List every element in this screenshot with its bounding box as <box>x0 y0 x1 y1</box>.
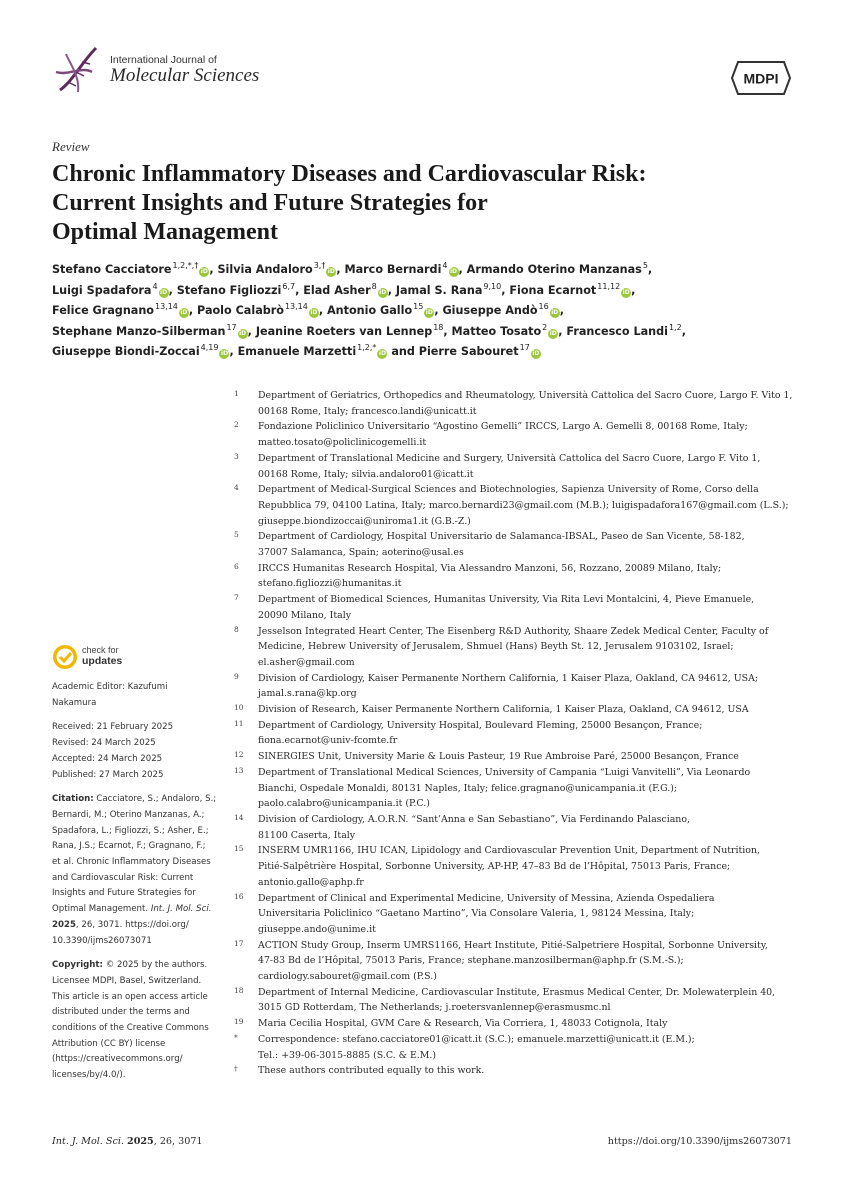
author-name[interactable] <box>303 281 387 297</box>
published-date: Published: 27 March 2025 <box>52 769 164 780</box>
orcid-icon[interactable]: iD <box>310 309 318 316</box>
author-name-text: Fiona Ecarnot <box>509 283 597 297</box>
orcid-icon[interactable]: iD <box>220 350 228 357</box>
footer-volume: , 26, 3071 <box>153 1136 203 1147</box>
author-affiliation-marker: 13,14 <box>154 302 178 311</box>
author-name[interactable] <box>395 281 502 297</box>
affiliation-line: Department of Biomedical Sciences, Humanitas University, Via Rita Levi Montalcini, 4, Pieve Emanuele, <box>258 594 755 606</box>
author-line: Stephane Manzo-Silberman$^{17}$iD, Jeanine Roeters van Lennep$^{18}$, Matteo Tosato$^2$iD, Francesco Landi$^{1,2}$, <box>52 322 686 338</box>
mdpi-logo <box>730 58 792 98</box>
affiliation-number: 9 <box>234 671 239 681</box>
affiliation-line: matteo.tosato@policlinicogemelli.it <box>258 437 427 449</box>
author-name[interactable] <box>327 304 434 317</box>
author-name[interactable] <box>566 322 682 338</box>
affiliation-line: 00168 Rome, Italy; francesco.landi@unicatt.it <box>258 405 477 417</box>
affiliation-line: Universitaria Policlinico “Gaetano Martino”, Via Consolare Valeria, 1, 98124 Messina, Italy; <box>258 908 695 920</box>
affiliation-item <box>234 419 804 450</box>
affiliation-number: 5 <box>234 530 239 540</box>
affiliation-line: jamal.s.rana@kp.org <box>258 688 357 700</box>
affiliation-line: Correspondence: stefano.cacciatore01@icatt.it (S.C.); emanuele.marzetti@unicatt.it (E.M.); <box>258 1033 695 1045</box>
author-affiliation-marker: 16 <box>538 302 549 311</box>
license-link[interactable]: licenses/by/4.0/). <box>52 1070 126 1081</box>
affiliation-line: 81100 Caserta, Italy <box>258 829 356 841</box>
author-name-text: Stefano Cacciatore <box>52 263 172 276</box>
copyright-line: This article is an open access article <box>52 991 208 1002</box>
citation-line: Bernardi, M.; Oterino Manzanas, A.; <box>52 809 205 820</box>
author-name[interactable] <box>451 322 559 338</box>
affiliation-line: 20090 Milano, Italy <box>258 609 351 621</box>
affiliation-line: Repubblica 79, 04100 Latina, Italy; marco.bernardi23@gmail.com (M.B.); luigispadafora167@gmail.com (L.S.); <box>258 499 789 511</box>
affiliation-line: Department of Medical-Surgical Sciences and Biotechnologies, Sapienza University of Rome, Corso della <box>258 484 759 496</box>
dna-helix-icon <box>52 42 104 96</box>
author-affiliation-marker: 1,2 <box>668 322 682 332</box>
title-line: Current Insights and Future Strategies for <box>52 190 488 216</box>
author-affiliation-marker: 4,19 <box>200 343 219 352</box>
affiliation-item <box>234 1063 804 1079</box>
affiliation-item <box>234 938 804 985</box>
affiliation-number: * <box>234 1032 238 1042</box>
copyright-label: Copyright: <box>52 960 103 971</box>
affiliation-item <box>234 985 804 1016</box>
citation-line: Insights and Future Strategies for <box>52 888 196 899</box>
affiliation-line: 47-83 Bd de l’Hôpital, 75013 Paris, France; stephane.manzosilberman@aphp.fr (S.M.-S.); <box>258 955 684 967</box>
orcid-icon[interactable]: iD <box>180 309 188 316</box>
author-name-text: Pierre Sabouret <box>418 345 519 358</box>
orcid-icon[interactable]: iD <box>327 268 335 275</box>
publisher-name: MDPI <box>743 70 779 87</box>
affiliation-line: Department of Cardiology, University Hospital, Boulevard Fleming, 25000 Besançon, France; <box>258 719 703 731</box>
copyright-line: distributed under the terms and <box>52 1007 190 1018</box>
affiliation-number: 2 <box>234 420 239 430</box>
affiliation-line: Department of Cardiology, Hospital Universitario de Salamanca-IBSAL, Paseo de San Vicente, 58-182, <box>258 531 745 543</box>
affiliation-line: Division of Cardiology, A.O.R.N. “Sant’Anna e San Sebastiano”, Via Ferdinando Palasciano, <box>258 813 690 825</box>
author-name[interactable] <box>442 304 559 317</box>
author-name[interactable] <box>509 281 631 297</box>
affiliation-number: 14 <box>234 812 244 822</box>
orcid-icon[interactable]: iD <box>160 288 168 296</box>
affiliation-number: 18 <box>234 985 244 995</box>
affiliation-text <box>258 718 804 749</box>
affiliation-line: Department of Clinical and Experimental Medicine, University of Messina, Azienda Ospedaliera <box>258 892 715 904</box>
affiliation-line: fiona.ecarnot@univ-fcomte.fr <box>258 735 398 747</box>
article-title <box>52 160 672 247</box>
affiliation-number: 19 <box>234 1017 244 1027</box>
affiliation-text <box>258 765 804 812</box>
check-updates-text <box>82 645 122 667</box>
affiliation-text <box>258 419 804 450</box>
affiliation-text <box>258 592 804 623</box>
affiliation-text <box>258 482 804 529</box>
affiliation-number: 13 <box>234 765 244 775</box>
license-link[interactable]: (https://creativecommons.org/ <box>52 1054 183 1065</box>
author-affiliation-marker: 17 <box>226 322 237 332</box>
check-for-updates-button[interactable] <box>52 642 227 674</box>
article-info-sidebar <box>52 642 227 1093</box>
affiliation-text <box>258 749 804 765</box>
affiliation-text <box>258 624 804 671</box>
affiliation-line: Division of Cardiology, Kaiser Permanente Northern California, 1 Kaiser Plaza, Oakland, CA 94612, USA; <box>258 672 759 684</box>
author-affiliation-marker: 9,10 <box>483 281 502 291</box>
author-name-text: Emanuele Marzetti <box>237 345 357 358</box>
affiliation-number: 7 <box>234 593 239 603</box>
citation-text: Cacciatore, S.; Andaloro, S.; <box>93 794 217 805</box>
received-date: Received: 21 February 2025 <box>52 722 174 733</box>
affiliation-item <box>234 812 804 843</box>
author-line: Felice Gragnano$^{13,14}$iD, Paolo Calabrò$^{13,14}$iD, Antonio Gallo$^{15}$iD, Giuseppe Andò$^{16}$iD, <box>52 302 564 317</box>
citation-line: and Cardiovascular Risk: Current <box>52 872 194 883</box>
journal-line-1: International Journal of <box>110 54 217 66</box>
affiliation-item <box>234 1032 804 1063</box>
author-name-text: Francesco Landi <box>566 324 668 338</box>
author-name-text: Antonio Gallo <box>327 304 413 317</box>
author-affiliation-marker: 13,14 <box>284 302 308 311</box>
affiliation-text <box>258 812 804 843</box>
author-name[interactable] <box>197 304 319 317</box>
author-name[interactable] <box>52 281 169 297</box>
affiliation-line: Department of Geriatrics, Orthopedics and Rheumatology, Università Cattolica del Sacro Cuore, Largo F. Vito 1, <box>258 390 793 401</box>
citation-year: 2025 <box>52 919 76 930</box>
author-affiliation-marker: 15 <box>413 302 424 311</box>
accepted-date: Accepted: 24 March 2025 <box>52 753 163 764</box>
author-line: Stefano Cacciatore$^{1,2,*,\dagger}$iD, Silvia Andaloro$^{3,\dagger}$iD, Marco Bernardi$^4$iD, Armando Oterino Manzanas$^5$, <box>52 261 653 276</box>
author-list <box>52 260 792 363</box>
affiliation-text <box>258 702 804 718</box>
affiliation-item <box>234 891 804 938</box>
author-name[interactable] <box>176 281 296 297</box>
author-name[interactable] <box>419 345 541 358</box>
affiliation-line: 00168 Rome, Italy; silvia.andaloro01@icatt.it <box>258 468 474 480</box>
affiliation-line: Division of Research, Kaiser Permanente Northern California, 1 Kaiser Plaza, Oakland, CA 94612, USA <box>258 704 749 716</box>
author-affiliation-marker: 4 <box>152 281 158 291</box>
author-name[interactable] <box>238 345 388 358</box>
citation-block <box>52 792 227 949</box>
author-name-text: Giuseppe Biondi-Zoccai <box>52 345 200 358</box>
affiliation-item <box>234 561 804 592</box>
affiliation-line: Fondazione Policlinico Universitario “Agostino Gemelli” IRCCS, Largo A. Gemelli 8, 00168 Rome, Italy; <box>258 421 748 433</box>
check-line-2: updates <box>82 655 123 667</box>
affiliation-line: el.asher@gmail.com <box>258 656 355 668</box>
author-name-text: Paolo Calabrò <box>197 304 284 317</box>
author-line: Luigi Spadafora$^4$iD, Stefano Figliozzi$^{6,7}$, Elad Asher$^8$iD, Jamal S. Rana$^{9,10}$, Fiona Ecarnot$^{11,12}$iD, <box>52 281 636 297</box>
affiliation-line: cardiology.sabouret@gmail.com (P.S.) <box>258 971 437 983</box>
citation-doi-link[interactable]: 10.3390/ijms26073071 <box>52 935 152 946</box>
affiliation-text <box>258 529 804 560</box>
title-line: Optimal Management <box>52 219 278 245</box>
orcid-icon[interactable]: iD <box>425 309 433 316</box>
affiliation-line: Tel.: +39-06-3015-8885 (S.C. & E.M.) <box>258 1049 437 1061</box>
affiliation-line: Department of Internal Medicine, Cardiovascular Institute, Erasmus Medical Center, Dr. Molewaterplein 40, <box>258 986 776 998</box>
author-affiliation-marker: 1,2,* <box>357 343 377 352</box>
author-name-text: Marco Bernardi <box>344 263 442 276</box>
affiliation-number: 4 <box>234 483 239 493</box>
author-name-text: Jamal S. Rana <box>395 283 483 297</box>
affiliation-text <box>258 671 804 702</box>
affiliation-line: INSERM UMR1166, IHU ICAN, Lipidology and Cardiovascular Prevention Unit, Department of Nutrition, <box>258 845 760 857</box>
author-affiliation-marker: 1,2,*,† <box>172 261 199 270</box>
affiliation-item <box>234 1016 804 1032</box>
affiliation-text <box>258 938 804 985</box>
affiliation-text <box>258 561 804 592</box>
affiliation-text <box>258 388 804 419</box>
check-line-1: check for <box>82 645 119 655</box>
orcid-icon[interactable]: iD <box>549 329 557 337</box>
journal-header <box>52 38 792 102</box>
affiliation-line: paolo.calabro@unicampania.it (P.C.) <box>258 798 430 810</box>
orcid-icon[interactable]: iD <box>449 268 458 275</box>
affiliation-item <box>234 843 804 890</box>
affiliation-number: 10 <box>234 703 244 713</box>
affiliation-item <box>234 702 804 718</box>
affiliation-number: 1 <box>234 389 239 398</box>
orcid-icon[interactable]: iD <box>239 329 247 337</box>
affiliation-number: 17 <box>234 938 244 948</box>
citation-label: Citation: <box>52 794 94 805</box>
editor-line: Academic Editor: Kazufumi <box>52 682 168 692</box>
affiliation-line: Medicine, Hebrew University of Jerusalem, Shmuel (Hans) Beyth St. 12, Jerusalem 9103102, Israel; <box>258 641 734 653</box>
affiliation-item <box>234 671 804 702</box>
copyright-text: © 2025 by the authors. <box>102 960 208 971</box>
affiliation-line: SINERGIES Unit, University Marie & Louis Pasteur, 19 Rue Ambroise Paré, 25000 Besançon, France <box>258 751 739 763</box>
author-affiliation-marker: 6,7 <box>282 281 296 291</box>
copyright-block <box>52 958 227 1084</box>
orcid-icon[interactable]: iD <box>378 350 386 357</box>
author-name[interactable] <box>52 345 229 358</box>
author-affiliation-marker: 8 <box>371 281 377 291</box>
citation-line: Rana, J.S.; Ecarnot, F.; Gragnano, F.; <box>52 841 206 852</box>
citation-volume: , 26, 3071. <box>75 919 123 930</box>
citation-line: et al. Chronic Inflammatory Diseases <box>52 857 211 868</box>
copyright-line: Licensee MDPI, Basel, Switzerland. <box>52 975 202 986</box>
affiliation-line: Jesselson Integrated Heart Center, The Eisenberg R&D Authority, Shaare Zedek Medical Center, Faculty of <box>258 625 769 637</box>
author-name-text: Stephane Manzo-Silberman <box>52 324 226 338</box>
journal-name <box>110 54 259 87</box>
author-name-text: Luigi Spadafora <box>52 283 152 297</box>
academic-editor <box>52 680 227 711</box>
author-name-text: Silvia Andaloro <box>217 263 313 276</box>
author-name-text: Matteo Tosato <box>451 324 542 338</box>
affiliation-text <box>258 451 804 482</box>
affiliation-number: 3 <box>234 451 239 461</box>
author-name-text: Giuseppe Andò <box>442 304 538 317</box>
citation-journal: Int. J. Mol. Sci. <box>150 904 212 915</box>
citation-text: Optimal Management. <box>52 904 149 915</box>
author-name-text: Jeanine Roeters van Lennep <box>255 324 433 338</box>
author-affiliation-marker: 2 <box>542 322 548 332</box>
affiliations-list <box>234 388 804 1079</box>
affiliation-line: stefano.figliozzi@humanitas.it <box>258 578 402 590</box>
orcid-icon[interactable]: iD <box>379 288 387 296</box>
author-affiliation-marker: 5 <box>642 261 648 270</box>
author-name-text: Stefano Figliozzi <box>176 283 282 297</box>
author-name[interactable] <box>467 263 648 276</box>
affiliation-text <box>258 985 804 1016</box>
affiliation-item <box>234 749 804 765</box>
affiliation-item <box>234 624 804 671</box>
affiliation-text <box>258 891 804 938</box>
affiliation-text <box>258 1032 804 1063</box>
affiliation-line: Department of Translational Medicine and Surgery, Università Cattolica del Sacro Cuore, Largo F. Vito 1, <box>258 452 761 464</box>
article-dates <box>52 720 227 783</box>
copyright-line: Attribution (CC BY) license <box>52 1038 166 1049</box>
orcid-icon[interactable]: iD <box>200 268 208 275</box>
revised-date: Revised: 24 March 2025 <box>52 738 156 749</box>
copyright-line: conditions of the Creative Commons <box>52 1023 209 1034</box>
affiliation-text <box>258 843 804 890</box>
footer-citation <box>52 1136 203 1147</box>
affiliation-item <box>234 451 804 482</box>
author-affiliation-marker: 17 <box>519 343 530 352</box>
affiliation-item <box>234 529 804 560</box>
footer-doi-link[interactable]: https://doi.org/10.3390/ijms26073071 <box>607 1136 792 1147</box>
affiliation-item <box>234 592 804 623</box>
author-name[interactable] <box>344 263 458 276</box>
affiliation-item <box>234 388 804 419</box>
affiliation-item <box>234 718 804 749</box>
orcid-icon[interactable]: iD <box>551 309 559 316</box>
author-affiliation-marker: 18 <box>433 322 444 332</box>
affiliation-number: 6 <box>234 561 239 571</box>
affiliation-line: 3015 GD Rotterdam, The Netherlands; j.roetersvanlennep@erasmusmc.nl <box>258 1002 611 1014</box>
author-line: Giuseppe Biondi-Zoccai$^{4,19}$iD, Emanuele Marzetti$^{1,2,*}$iD and Pierre Sabouret$^{17}$iD <box>52 343 540 358</box>
affiliation-line: giuseppe.ando@unime.it <box>258 923 376 935</box>
check-updates-icon <box>52 644 78 670</box>
author-affiliation-marker: 3,† <box>313 261 326 270</box>
author-affiliation-marker: 11,12 <box>597 281 621 291</box>
affiliation-number: 15 <box>234 844 244 854</box>
affiliation-text <box>258 1016 804 1032</box>
author-name[interactable] <box>52 304 189 317</box>
author-affiliation-marker: 4 <box>442 261 448 270</box>
affiliation-number: 11 <box>234 718 244 728</box>
author-name[interactable] <box>255 322 444 338</box>
author-name-text: Armando Oterino Manzanas <box>466 263 642 276</box>
orcid-icon[interactable]: iD <box>532 350 540 357</box>
affiliation-line: Bianchi, Ospedale Monaldi, 80131 Naples, Italy; felice.gragnano@unicampania.it (F.G.); <box>258 782 678 794</box>
affiliation-number: 16 <box>234 891 244 901</box>
footer-journal: Int. J. Mol. Sci. <box>52 1136 124 1147</box>
orcid-icon[interactable]: iD <box>622 288 630 296</box>
affiliation-line: giuseppe.biondizoccai@uniroma1.it (G.B.-Z.) <box>258 515 471 527</box>
affiliation-line: ACTION Study Group, Inserm UMRS1166, Heart Institute, Pitié-Salpetriere Hospital, Sorbonne University, <box>258 939 768 951</box>
author-name[interactable] <box>52 322 248 338</box>
affiliation-text <box>258 1063 804 1079</box>
affiliation-item <box>234 482 804 529</box>
author-connector: and <box>391 345 415 358</box>
affiliation-line: IRCCS Humanitas Research Hospital, Via Alessandro Manzoni, 56, Rozzano, 20089 Milano, Italy; <box>258 562 722 574</box>
affiliation-line: Pitié-Salpêtrière Hospital, Sorbonne University, AP-HP, 47–83 Bd de l’Hôpital, 75013 Paris, France; <box>258 861 731 873</box>
affiliation-item <box>234 765 804 812</box>
footer-year: 2025 <box>127 1136 154 1147</box>
affiliation-line: These authors contributed equally to this work. <box>258 1065 485 1077</box>
editor-line: Nakamura <box>52 697 97 708</box>
affiliation-number: 12 <box>234 750 244 760</box>
title-line: Chronic Inflammatory Diseases and Cardiovascular Risk: <box>52 161 647 187</box>
author-name[interactable] <box>217 263 336 276</box>
affiliation-number: 8 <box>234 624 239 634</box>
affiliation-line: antonio.gallo@aphp.fr <box>258 876 364 888</box>
affiliation-number: † <box>234 1064 238 1074</box>
affiliation-line: Maria Cecilia Hospital, GVM Care & Research, Via Corriera, 1, 48033 Cotignola, Italy <box>258 1018 668 1030</box>
author-name[interactable] <box>52 263 209 276</box>
affiliation-line: Department of Translational Medical Sciences, University of Campania “Luigi Vanvitelli”, Via Leonardo <box>258 766 751 778</box>
citation-line: Spadafora, L.; Figliozzi, S.; Asher, E.; <box>52 825 209 836</box>
article-type: Review <box>52 139 90 154</box>
author-name-text: Elad Asher <box>303 283 371 297</box>
citation-doi-link[interactable]: https://doi.org/ <box>125 919 189 930</box>
journal-line-2: Molecular Sciences <box>110 65 260 86</box>
affiliation-line: 37007 Salamanca, Spain; aoterino@usal.es <box>258 547 464 559</box>
author-name-text: Felice Gragnano <box>52 304 154 317</box>
